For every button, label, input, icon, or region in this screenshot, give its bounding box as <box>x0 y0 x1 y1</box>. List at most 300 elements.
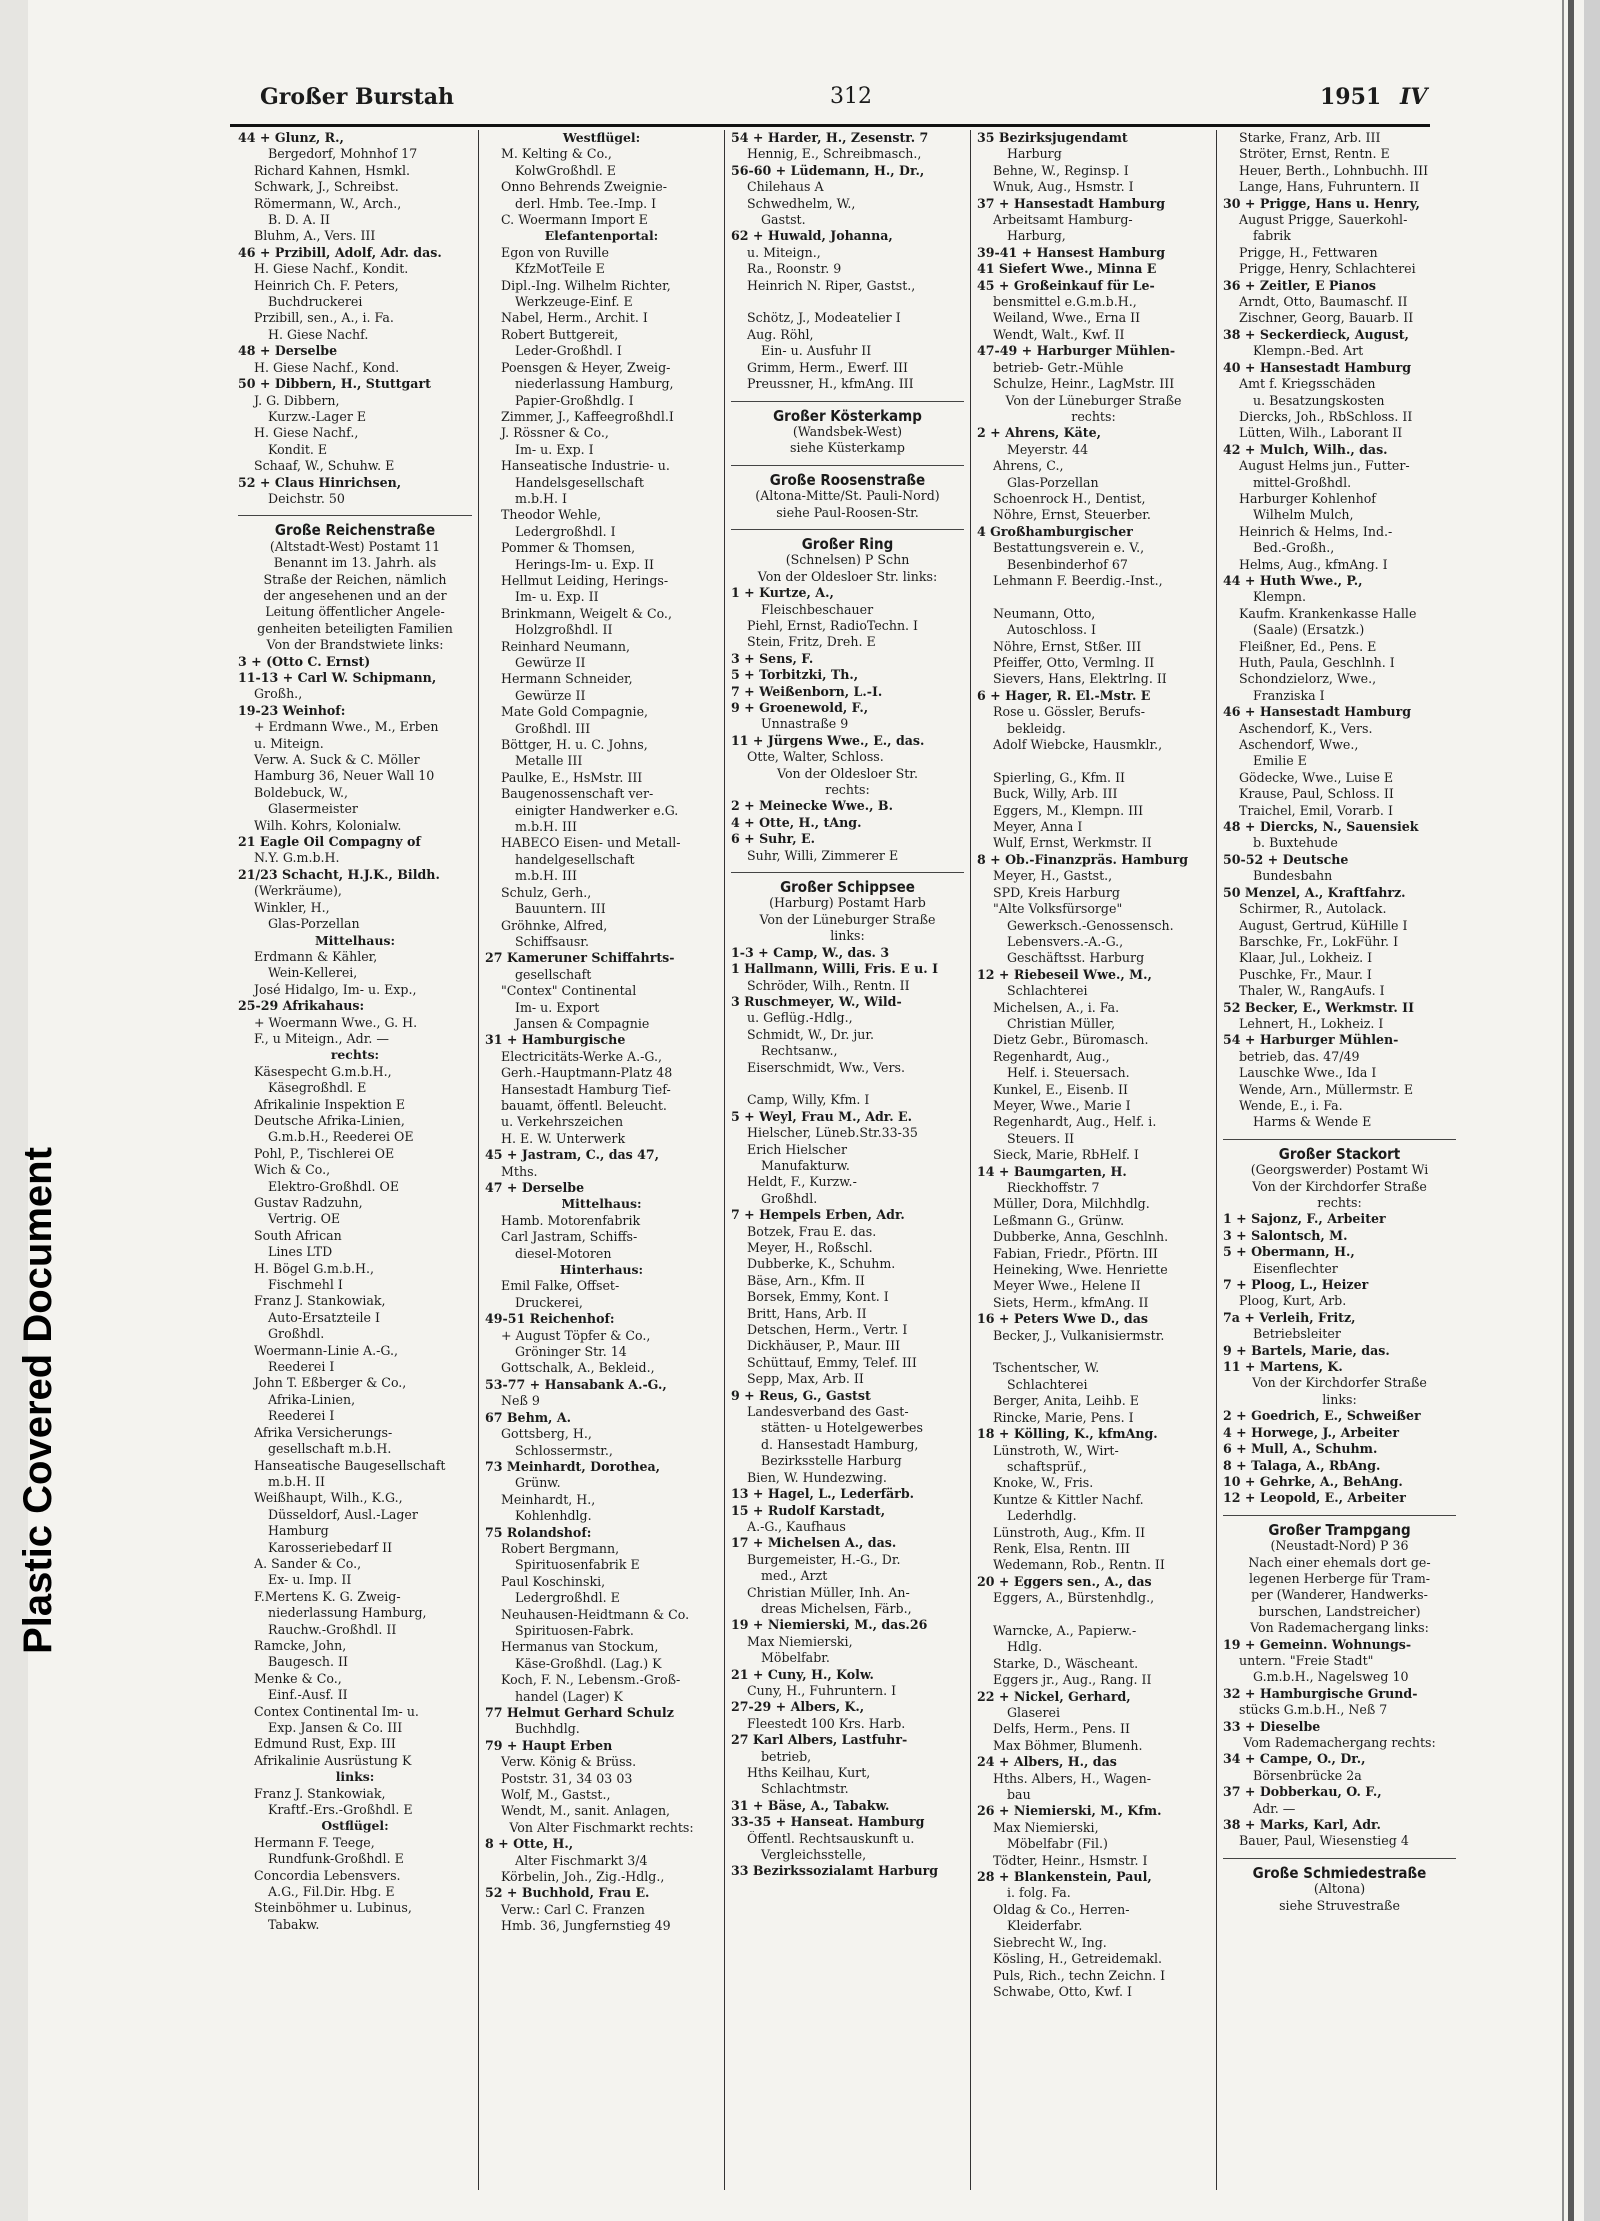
directory-entry: Dipl.-Ing. Wilhelm Richter, <box>501 277 671 293</box>
street-heading: Große Schmiedestraße <box>1223 1858 1456 1881</box>
building-subheading: rechts: <box>330 1047 380 1063</box>
directory-entry: John T. Eßberger & Co., <box>254 1375 407 1391</box>
directory-entry: Neß 9 <box>501 1393 540 1409</box>
directory-entry: Michelsen, A., i. Fa. <box>993 999 1120 1015</box>
directory-entry: 4 Großhamburgischer <box>977 523 1133 539</box>
directory-entry: Hths Keilhau, Kurt, <box>747 1765 871 1780</box>
directory-entry: Steinböhmer u. Lubinus, <box>254 1900 412 1916</box>
directory-entry: Papier-Großhdlg. I <box>515 392 634 408</box>
directory-entry: bekleidg. <box>1007 720 1066 736</box>
directory-entry: Hamburg <box>268 1523 329 1539</box>
directory-entry: August, Gertrud, KüHille I <box>1239 917 1408 933</box>
directory-entry: per (Wanderer, Handwerks- <box>1251 1587 1428 1603</box>
directory-entry: Harburg <box>1007 146 1062 162</box>
directory-entry: 47 + Derselbe <box>485 1180 585 1195</box>
directory-entry: Hermann Schneider, <box>501 671 633 687</box>
directory-entry: 50 Menzel, A., Kraftfahrz. <box>1223 884 1406 900</box>
directory-entry: Ahrens, C., <box>993 458 1064 474</box>
building-subheading: links: <box>335 1769 375 1785</box>
directory-entry: Lünstroth, W., Wirt- <box>993 1442 1119 1458</box>
directory-entry: b. Buxtehude <box>1253 835 1338 851</box>
directory-entry: Siets, Herm., kfmAng. II <box>993 1294 1149 1310</box>
directory-entry: Gottschalk, A., Bekleid., <box>501 1360 655 1376</box>
directory-entry: 19-23 Weinhof: <box>238 702 346 718</box>
directory-entry: 9 + Groenewold, F., <box>731 700 869 715</box>
page-volume: IV <box>1400 84 1428 110</box>
directory-entry: 22 + Nickel, Gerhard, <box>977 1688 1131 1704</box>
directory-entry: Wein-Kellerei, <box>268 965 358 981</box>
directory-entry: Schötz, J., Modeatelier I <box>747 310 901 326</box>
directory-entry: 56-60 + Lüdemann, H., Dr., <box>731 162 925 178</box>
directory-entry: 42 + Mulch, Wilh., das. <box>1223 441 1388 457</box>
directory-entry: Ledergroßhdl. I <box>515 523 616 539</box>
directory-entry: Bundesbahn <box>1253 868 1333 884</box>
directory-entry: Wendt, Walt., Kwf. II <box>993 326 1125 342</box>
directory-entry: Christian Müller, Inh. An- <box>747 1584 910 1600</box>
directory-entry: Krause, Paul, Schloss. II <box>1239 786 1394 802</box>
directory-entry: 49-51 Reichenhof: <box>485 1311 615 1327</box>
directory-entry: Bergedorf, Mohnhof 17 <box>268 146 418 162</box>
directory-entry: Max Niemierski, <box>747 1633 853 1649</box>
directory-entry: 10 + Gehrke, A., BehAng. <box>1223 1473 1403 1489</box>
directory-entry: 19 + Gemeinn. Wohnungs- <box>1223 1636 1412 1652</box>
directory-entry: 1 + Sajonz, F., Arbeiter <box>1223 1211 1386 1227</box>
directory-entry: m.b.H. III <box>515 868 577 884</box>
directory-entry: Müller, Dora, Milchhdlg. <box>993 1196 1150 1212</box>
directory-entry: Emil Falke, Offset- <box>501 1278 620 1294</box>
directory-entry: 52 + Claus Hinrichsen, <box>238 474 402 490</box>
street-heading: Großer Trampgang <box>1223 1515 1456 1538</box>
directory-entry: 7 + Weißenborn, L.-I. <box>731 683 883 699</box>
directory-entry: "Contex" Continental <box>501 983 637 999</box>
directory-entry: Chilehaus A <box>747 179 824 195</box>
directory-entry: Schlachterei <box>1007 983 1088 999</box>
directory-entry: mittel-Großhdl. <box>1253 474 1352 490</box>
directory-entry: Dickhäuser, P., Maur. III <box>747 1338 901 1354</box>
directory-entry: Borsek, Emmy, Kont. I <box>747 1289 889 1305</box>
directory-entry: Schlachterei <box>1007 1376 1088 1392</box>
directory-entry: Przibill, sen., A., i. Fa. <box>254 310 394 326</box>
directory-entry: 28 + Blankenstein, Paul, <box>977 1869 1152 1885</box>
directory-entry: F.Mertens K. G. Zweig- <box>254 1588 401 1604</box>
directory-entry: (Werkräume), <box>254 883 342 899</box>
directory-entry: Poststr. 31, 34 03 03 <box>501 1770 633 1786</box>
directory-entry: Franz J. Stankowiak, <box>254 1785 386 1801</box>
directory-entry: 35 Bezirksjugendamt <box>977 130 1128 145</box>
directory-entry: H. Giese Nachf., Kondit. <box>254 261 409 277</box>
page-number: 312 <box>830 84 872 109</box>
directory-entry: Gewürze II <box>515 655 586 670</box>
directory-entry: Emilie E <box>1253 753 1307 769</box>
directory-entry: Exp. Jansen & Co. III <box>268 1720 403 1735</box>
directory-entry: Eisenflechter <box>1253 1260 1338 1276</box>
directory-entry: Großh., <box>254 686 303 702</box>
directory-entry: Lünstroth, Aug., Kfm. II <box>993 1524 1146 1540</box>
directory-entry: Lines LTD <box>268 1244 333 1260</box>
directory-entry: bensmittel e.G.m.b.H., <box>993 294 1137 310</box>
directory-entry: F., u Miteign., Adr. — <box>254 1030 389 1046</box>
directory-entry: Steuers. II <box>1007 1130 1075 1146</box>
directory-entry: (Neustadt-Nord) P 36 <box>1270 1538 1409 1554</box>
directory-entry: Starke, D., Wäscheant. <box>993 1655 1139 1671</box>
directory-entry: Camp, Willy, Kfm. I <box>747 1092 870 1108</box>
directory-entry: siehe Küsterkamp <box>790 440 905 456</box>
directory-entry: Hdlg. <box>1007 1639 1043 1655</box>
directory-entry: Eggers jr., Aug., Rang. II <box>993 1672 1152 1688</box>
directory-entry: Wich & Co., <box>254 1162 331 1178</box>
directory-entry: Metalle III <box>515 753 583 769</box>
directory-entry: 50-52 + Deutsche <box>1223 851 1349 867</box>
page-year: 1951 <box>1320 84 1382 110</box>
directory-entry: 13 + Hagel, L., Lederfärb. <box>731 1486 915 1502</box>
directory-entry: Aschendorf, K., Vers. <box>1239 720 1373 736</box>
directory-entry: Von Alter Fischmarkt rechts: <box>509 1819 694 1835</box>
directory-entry: A.G., Fil.Dir. Hbg. E <box>268 1884 395 1900</box>
directory-entry: 37 + Hansestadt Hamburg <box>977 195 1166 211</box>
directory-entry: Adr. — <box>1253 1800 1296 1816</box>
directory-entry: Heuer, Berth., Lohnbuchh. III <box>1239 162 1429 178</box>
directory-entry: H. Giese Nachf., <box>254 425 359 441</box>
street-heading: Großer Ring <box>731 529 964 552</box>
directory-column-3 <box>724 130 970 2190</box>
directory-entry: Regenhardt, Aug., <box>993 1048 1110 1064</box>
directory-entry: Theodor Wehle, <box>501 507 602 523</box>
directory-entry: bau <box>1007 1787 1031 1803</box>
directory-entry: Käse-Großhdl. (Lag.) K <box>515 1655 662 1671</box>
directory-entry: Hmb. 36, Jungfernstieg 49 <box>501 1918 671 1934</box>
directory-entry: Harms & Wende E <box>1253 1114 1372 1130</box>
directory-entry: August Prigge, Sauerkohl- <box>1239 212 1408 228</box>
directory-entry: Meyer, Anna I <box>993 819 1083 835</box>
directory-entry: Kraftf.-Ers.-Großhdl. E <box>268 1802 413 1818</box>
directory-entry: Schirmer, R., Autolack. <box>1239 901 1387 917</box>
directory-entry: 54 + Harder, H., Zesenstr. 7 <box>731 130 929 145</box>
directory-entry: 3 + (Otto C. Ernst) <box>238 653 371 669</box>
directory-entry: Piehl, Ernst, RadioTechn. I <box>747 617 919 633</box>
directory-entry: Vergleichsstelle, <box>761 1847 867 1863</box>
directory-entry: Nöhre, Ernst, Stßer. III <box>993 638 1142 654</box>
directory-entry: u. Verkehrszeichen <box>501 1114 624 1130</box>
directory-entry: bauamt, öffentl. Beleucht. <box>501 1097 667 1113</box>
directory-entry: niederlassung Hamburg, <box>515 376 674 392</box>
directory-entry: 5 + Weyl, Frau M., Adr. E. <box>731 1108 913 1124</box>
directory-entry: 48 + Derselbe <box>238 343 338 359</box>
directory-entry: Ramcke, John, <box>254 1637 347 1653</box>
directory-entry: handelgesellschaft <box>515 851 635 867</box>
directory-entry: 31 + Bäse, A., Tabakw. <box>731 1797 890 1813</box>
directory-column-5 <box>1216 130 1462 2190</box>
directory-columns <box>232 130 1464 2190</box>
directory-entry: Von der Lüneburger Straße <box>1005 392 1182 408</box>
directory-entry: Rechtsanw., <box>761 1043 838 1059</box>
directory-entry: Amt f. Kriegsschäden <box>1239 376 1376 392</box>
directory-entry: 41 Siefert Wwe., Minna E <box>977 261 1157 277</box>
directory-entry: Schondzielorz, Wwe., <box>1239 671 1377 687</box>
street-heading: Große Reichenstraße <box>238 515 472 538</box>
directory-entry: Contex Continental Im- u. <box>254 1703 419 1719</box>
directory-entry: Hermann F. Teege, <box>254 1834 375 1850</box>
directory-entry: Deichstr. 50 <box>268 490 345 506</box>
directory-entry: 6 + Suhr, E. <box>731 831 815 847</box>
directory-entry: Pommer & Thomsen, <box>501 540 636 556</box>
directory-entry: 9 + Reus, G., Gastst <box>731 1387 871 1403</box>
directory-entry: Wilhelm Mulch, <box>1253 507 1354 523</box>
directory-entry: Im- u. Exp. I <box>515 441 594 457</box>
directory-entry: Fleestedt 100 Krs. Harb. <box>747 1715 906 1731</box>
directory-entry: Verw. König & Brüss. <box>501 1754 637 1770</box>
directory-entry: Meyerstr. 44 <box>1007 441 1089 457</box>
directory-column-4 <box>970 130 1216 2190</box>
directory-entry: fabrik <box>1253 228 1291 244</box>
directory-entry: Menke & Co., <box>254 1670 342 1686</box>
directory-entry: Verw. A. Suck & C. Möller <box>254 752 420 768</box>
directory-entry: Gastst. <box>761 212 806 228</box>
directory-entry: 77 Helmut Gerhard Schulz <box>485 1705 674 1720</box>
directory-entry: 39-41 + Hansest Hamburg <box>977 244 1165 260</box>
directory-entry: Leitung öffentlicher Angele- <box>265 604 445 620</box>
directory-entry: Arbeitsamt Hamburg- <box>993 212 1133 228</box>
directory-entry: Körbelin, Joh., Zig.-Hdlg., <box>501 1869 665 1885</box>
directory-entry: (Altona) <box>1313 1881 1366 1897</box>
directory-entry: Heinrich & Helms, Ind.- <box>1239 523 1393 539</box>
directory-entry: Werkzeuge-Einf. E <box>515 294 633 310</box>
directory-entry: 44 + Glunz, R., <box>238 130 344 145</box>
street-heading: Große Roosenstraße <box>731 465 964 488</box>
directory-entry: Rieckhoffstr. 7 <box>1007 1180 1100 1195</box>
directory-entry: 1 + Kurtze, A., <box>731 585 834 601</box>
directory-entry: Spirituosenfabrik E <box>515 1557 640 1573</box>
directory-entry: Thaler, W., RangAufs. I <box>1239 983 1385 999</box>
directory-entry: Käsegroßhdl. E <box>268 1080 367 1096</box>
directory-entry: Betriebsleiter <box>1253 1326 1341 1342</box>
directory-entry: 45 + Jastram, C., das 47, <box>485 1147 660 1163</box>
directory-entry: Glasermeister <box>268 801 358 817</box>
directory-entry: Behne, W., Reginsp. I <box>993 162 1129 178</box>
directory-entry: Landesverband des Gast- <box>747 1404 909 1420</box>
scan-label-text: Plastic Covered Document <box>15 1146 60 1654</box>
directory-entry: Heldt, F., Kurzw.- <box>747 1174 857 1190</box>
directory-entry: 6 + Mull, A., Schuhm. <box>1223 1441 1378 1457</box>
directory-entry: Vertrig. OE <box>268 1211 341 1227</box>
directory-entry: niederlassung Hamburg, <box>268 1605 427 1621</box>
directory-entry: José Hidalgo, Im- u. Exp., <box>254 981 417 997</box>
directory-entry: Buchhdlg. <box>515 1721 580 1737</box>
directory-entry: Benannt im 13. Jahrh. als <box>273 555 437 571</box>
directory-entry: Richard Kahnen, Hsmkl. <box>254 162 411 178</box>
directory-entry: Bien, W. Hundezwing. <box>747 1469 887 1485</box>
directory-entry: 38 + Seckerdieck, August, <box>1223 326 1409 342</box>
directory-entry: 33 Bezirkssozialamt Harburg <box>731 1863 939 1879</box>
directory-entry: Deutsche Afrika-Linien, <box>254 1112 405 1128</box>
directory-entry: Suhr, Willi, Zimmerer E <box>747 847 899 863</box>
directory-entry: Lauschke Wwe., Ida I <box>1239 1065 1377 1081</box>
directory-entry: Huth, Paula, Geschlnh. I <box>1239 655 1395 670</box>
directory-entry: siehe Struvestraße <box>1279 1897 1400 1913</box>
directory-entry: Käsespecht G.m.b.H., <box>254 1063 392 1079</box>
directory-entry: Onno Behrends Zweignie- <box>501 179 667 195</box>
directory-entry: i. folg. Fa. <box>1007 1885 1071 1901</box>
directory-entry: Afrikalinie Ausrüstung K <box>254 1752 412 1768</box>
directory-entry: Hennig, E., Schreibmasch., <box>747 146 922 162</box>
directory-entry: Helms, Aug., kfmAng. I <box>1239 556 1388 572</box>
directory-entry: Klempn.-Bed. Art <box>1253 343 1364 359</box>
directory-entry: Burgemeister, H.-G., Dr. <box>747 1551 901 1567</box>
directory-entry: Schmidt, W., Dr. jur. <box>747 1026 875 1042</box>
directory-entry: u. Miteign., <box>747 244 821 260</box>
binding-line <box>1562 0 1564 2221</box>
directory-entry: Kleiderfabr. <box>1007 1918 1083 1934</box>
directory-entry: Siebrecht W., Ing. <box>993 1934 1107 1950</box>
directory-entry: Meyer, H., Roßschl. <box>747 1240 873 1255</box>
directory-entry: Cuny, H., Fuhruntern. I <box>747 1682 897 1698</box>
directory-entry: Mths. <box>501 1163 538 1179</box>
directory-entry: Spierling, G., Kfm. II <box>993 769 1126 785</box>
directory-entry: 12 + Riebeseil Wwe., M., <box>977 966 1152 982</box>
directory-entry: Im- u. Export <box>515 999 600 1015</box>
directory-entry: Harburger Kohlenhof <box>1239 490 1376 506</box>
directory-entry: Von der Kirchdorfer Straße <box>1252 1375 1427 1391</box>
directory-entry: Starke, Franz, Arb. III <box>1239 130 1381 145</box>
directory-entry: 33-35 + Hanseat. Hamburg <box>731 1814 925 1830</box>
directory-entry: links: <box>1322 1391 1357 1407</box>
directory-column-1 <box>232 130 478 2190</box>
directory-entry: 19 + Niemierski, M., das.26 <box>731 1617 928 1633</box>
directory-entry: Fabian, Friedr., Pförtn. III <box>993 1245 1158 1261</box>
directory-entry: u. Miteign. <box>254 735 324 751</box>
directory-entry: "Alte Volksfürsorge" <box>993 901 1123 917</box>
directory-entry: Fischmehl I <box>268 1277 343 1293</box>
directory-entry: Möbelfabr (Fil.) <box>1007 1836 1108 1852</box>
directory-entry: Egon von Ruville <box>501 244 610 260</box>
directory-entry: Adolf Wiebcke, Hausmklr., <box>993 737 1163 753</box>
directory-entry: Gödecke, Wwe., Luise E <box>1239 769 1394 785</box>
directory-entry: Detschen, Herm., Vertr. I <box>747 1322 908 1338</box>
directory-entry: (Georgswerder) Postamt Wi <box>1250 1162 1429 1178</box>
building-subheading: Mittelhaus: <box>561 1196 642 1212</box>
directory-entry: Franz J. Stankowiak, <box>254 1293 386 1309</box>
directory-entry: Schiffsausr. <box>515 933 589 949</box>
directory-entry: Hansestadt Hamburg Tief- <box>501 1081 671 1097</box>
directory-entry: H. Giese Nachf., Kond. <box>254 359 400 375</box>
directory-entry: 54 + Harburger Mühlen- <box>1223 1032 1399 1048</box>
directory-entry: Baugesch. II <box>268 1654 348 1670</box>
directory-entry <box>977 589 1210 605</box>
directory-entry: (Altstadt-West) Postamt 11 <box>269 538 441 554</box>
directory-entry: B. D. A. II <box>268 212 330 228</box>
directory-entry: handel (Lager) K <box>515 1688 623 1704</box>
directory-entry: 31 + Hamburgische <box>485 1032 626 1048</box>
directory-entry: Afrika Versicherungs- <box>254 1424 393 1440</box>
directory-entry: Lange, Hans, Fuhruntern. II <box>1239 179 1420 195</box>
directory-entry: Wende, Arn., Müllermstr. E <box>1239 1081 1414 1097</box>
directory-entry: Von der Kirchdorfer Straße <box>1252 1178 1427 1194</box>
directory-entry: betrieb, das. 47/49 <box>1239 1048 1360 1064</box>
directory-entry: H. Giese Nachf. <box>268 326 369 342</box>
directory-entry <box>731 294 964 310</box>
directory-entry: 46 + Przibill, Adolf, Adr. das. <box>238 244 442 260</box>
directory-entry: Arndt, Otto, Baumaschf. II <box>1239 294 1408 310</box>
directory-entry <box>977 753 1210 769</box>
directory-entry: Vom Rademachergang rechts: <box>1243 1735 1436 1750</box>
directory-entry: N.Y. G.m.b.H. <box>254 850 340 866</box>
directory-entry: Gröhnke, Alfred, <box>501 917 608 933</box>
directory-entry: 3 Ruschmeyer, W., Wild- <box>731 993 902 1009</box>
directory-entry: 27 Kameruner Schiffahrts- <box>485 950 675 966</box>
directory-entry: 8 + Ob.-Finanzpräs. Hamburg <box>977 851 1189 867</box>
directory-entry: Schulze, Heinr., LagMstr. III <box>993 376 1175 392</box>
directory-entry: Fleischbeschauer <box>761 601 874 617</box>
directory-entry: Gerh.-Hauptmann-Platz 48 <box>501 1065 673 1081</box>
directory-entry: u. Geflüg.-Hdlg., <box>747 1010 853 1026</box>
directory-entry: 40 + Hansestadt Hamburg <box>1223 359 1412 375</box>
directory-entry: Weißhaupt, Wilh., K.G., <box>254 1490 403 1506</box>
directory-entry: Von der Brandstwiete links: <box>266 637 444 653</box>
building-subheading: Elefantenportal: <box>544 228 659 244</box>
directory-entry: Warncke, A., Papierw.- <box>993 1622 1137 1638</box>
scan-side-label <box>8 900 68 1900</box>
directory-entry: Schlachtmstr. <box>761 1781 849 1797</box>
directory-entry: Knoke, W., Fris. <box>993 1475 1094 1491</box>
directory-entry: Verw.: Carl C. Franzen <box>501 1901 645 1917</box>
directory-entry: 5 + Obermann, H., <box>1223 1244 1355 1260</box>
directory-entry: stücks G.m.b.H., Neß 7 <box>1239 1702 1388 1718</box>
directory-entry: Meyer, Wwe., Marie I <box>993 1097 1131 1113</box>
directory-entry: Bezirksstelle Harburg <box>761 1453 902 1469</box>
directory-entry: Ex- u. Imp. II <box>268 1572 352 1588</box>
directory-entry <box>977 1607 1210 1623</box>
directory-entry: 45 + Großeinkauf für Le- <box>977 277 1155 293</box>
directory-entry: Buchdruckerei <box>268 294 363 310</box>
directory-entry: 7a + Verleih, Fritz, <box>1223 1309 1356 1325</box>
directory-entry: 16 + Peters Wwe D., das <box>977 1311 1148 1327</box>
directory-entry: Boldebuck, W., <box>254 784 348 800</box>
directory-entry: Klaar, Jul., Lokheiz. I <box>1239 950 1373 966</box>
directory-entry: u. Besatzungskosten <box>1253 392 1385 408</box>
directory-entry: Pohl, P., Tischlerei OE <box>254 1145 395 1161</box>
directory-entry: Robert Bergmann, <box>501 1540 620 1556</box>
directory-entry: Geschäftsst. Harburg <box>1007 950 1145 966</box>
directory-entry: 52 + Buchhold, Frau E. <box>485 1885 650 1901</box>
directory-entry: August Helms jun., Futter- <box>1239 458 1410 474</box>
directory-entry: Kondit. E <box>268 441 328 457</box>
directory-entry: d. Hansestadt Hamburg, <box>761 1436 919 1452</box>
directory-entry: m.b.H. II <box>268 1473 325 1489</box>
directory-entry: Ein- u. Ausfuhr II <box>761 343 872 359</box>
directory-entry: Wulf, Ernst, Werkmstr. II <box>993 835 1152 851</box>
directory-entry: Neumann, Otto, <box>993 605 1096 621</box>
directory-entry: Eggers, A., Bürstenhdlg., <box>993 1590 1155 1606</box>
directory-entry: 73 Meinhardt, Dorothea, <box>485 1458 661 1474</box>
directory-entry: 52 Becker, E., Werkmstr. II <box>1223 999 1414 1015</box>
directory-entry: Römermann, W., Arch., <box>254 195 402 211</box>
directory-entry: J. Rössner & Co., <box>501 425 609 441</box>
directory-entry: Berger, Anita, Leihb. E <box>993 1393 1139 1409</box>
directory-entry: Wnuk, Aug., Hsmstr. I <box>993 179 1134 195</box>
directory-entry: 79 + Haupt Erben <box>485 1737 613 1753</box>
directory-entry: Wende, E., i. Fa. <box>1239 1097 1343 1113</box>
directory-entry: Lehnert, H., Lokheiz. I <box>1239 1015 1384 1031</box>
directory-entry: Erdmann & Kähler, <box>254 948 378 964</box>
directory-entry: der angesehenen und an der <box>263 587 447 603</box>
directory-entry: Paulke, E., HsMstr. III <box>501 769 643 785</box>
directory-entry: 62 + Huwald, Johanna, <box>731 228 893 244</box>
directory-entry: Schröder, Wilh., Rentn. II <box>747 977 910 993</box>
directory-entry: Hellmut Leiding, Herings- <box>501 572 669 588</box>
directory-entry: Grünw. <box>515 1475 561 1491</box>
directory-entry: gesellschaft m.b.H. <box>268 1441 392 1457</box>
directory-entry: Robert Buttgereit, <box>501 326 619 342</box>
directory-entry: 21/23 Schacht, H.J.K., Bildh. <box>238 866 440 882</box>
